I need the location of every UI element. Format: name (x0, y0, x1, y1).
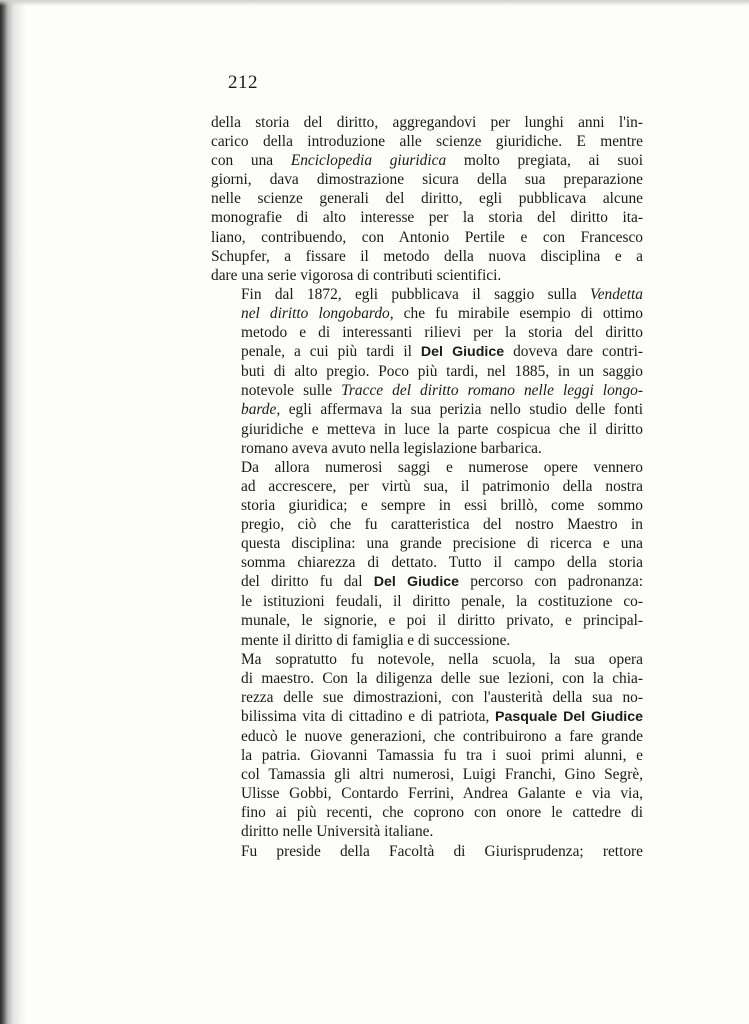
text-line: di maestro. Con la diligenza delle sue lezioni, con la chia- (241, 669, 643, 687)
text-line: Da allora numerosi saggi e numerose opere vennero (241, 458, 643, 476)
text-line: monografie di alto interesse per la storia del diritto ita- (211, 209, 643, 227)
text-line: barde, egli affermava la sua perizia nello studio delle fonti (241, 401, 643, 419)
text-line: rezza delle sue dimostrazioni, con l'austerità della sua no- (241, 688, 643, 706)
person-name: Del Giudice (373, 574, 460, 591)
text-line: buti di alto pregio. Poco più tardi, nel 1885, in un saggio (241, 363, 643, 381)
book-binding-edge (0, 0, 26, 1024)
text-line: carico della introduzione alle scienze giuridiche. E mentre (211, 133, 643, 151)
text-line: con una Enciclopedia giuridica molto pregiata, ai suoi (211, 152, 643, 170)
text-line: fino ai più recenti, che coprono con onore le cattedre di (241, 804, 643, 822)
text-line: col Tamassia gli altri numerosi, Luigi Franchi, Gino Segrè, (241, 766, 643, 784)
text-line: notevole sulle Tracce del diritto romano nelle leggi longo- (241, 382, 643, 400)
text-line: nel diritto longobardo, che fu mirabile esempio di ottimo (241, 304, 644, 322)
page-number: 212 (228, 72, 258, 93)
paragraph (211, 458, 643, 650)
text-line: mente il diritto di famiglia e di successione. (241, 631, 511, 649)
italic-title: Tracce del diritto romano nelle leggi longo- (341, 382, 643, 400)
text-line: Fin dal 1872, egli pubblicava il saggio sulla Vendetta (241, 285, 643, 303)
italic-title: Vendetta (590, 285, 643, 303)
italic-title: Enciclopedia giuridica (290, 152, 447, 170)
text-line: nelle scienze generali del diritto, egli pubblicava alcune (211, 190, 643, 208)
page-top-edge (0, 0, 749, 6)
person-name: Del Giudice (420, 344, 505, 361)
paragraph (211, 285, 643, 458)
italic-title: nel diritto longobardo, (241, 304, 394, 322)
paragraph (211, 650, 643, 842)
text-line: liano, contribuendo, con Antonio Pertile e con Francesco (211, 228, 643, 246)
paragraph (211, 842, 643, 861)
person-name: Pasquale Del Giudice (495, 708, 644, 725)
italic-title: barde, (241, 401, 281, 419)
text-line: Ma sopratutto fu notevole, nella scuola, la sua opera (241, 650, 643, 668)
text-line: diritto nelle Università italiane. (241, 823, 434, 841)
text-line: questa disciplina: una grande precisione di ricerca e una (241, 535, 643, 553)
text-line: giuridiche e metteva in luce la parte cospicua che il diritto (241, 420, 643, 438)
text-line: della storia del diritto, aggregandovi per lunghi anni l'in- (211, 114, 643, 131)
text-line: penale, a cui più tardi il Del Giudice doveva dare contri- (241, 343, 643, 361)
text-line: somma chiarezza di dettato. Tutto il campo della storia (241, 554, 643, 572)
text-line: la patria. Giovanni Tamassia fu tra i suoi primi alunni, e (241, 747, 643, 765)
text-line: educò le nuove generazioni, che contribuirono a fare grande (241, 728, 643, 745)
text-line: metodo e di interessanti rilievi per la storia del diritto (241, 324, 643, 342)
text-line: dare una serie vigorosa di contributi scientifici. (211, 266, 502, 284)
text-line: storia giuridica; e sempre in essi brillò, come sommo (241, 496, 643, 514)
paragraph (211, 113, 643, 285)
text-line: pregio, ciò che fu caratteristica del nostro Maestro in (241, 515, 643, 533)
text-line: bilissima vita di cittadino e di patriota, Pasquale Del Giudice (241, 707, 644, 725)
text-line: romano aveva avuto nella legislazione barbarica. (241, 439, 542, 457)
text-line: munale, le signorie, e poi il diritto privato, e principal- (241, 612, 643, 630)
text-line: Ulisse Gobbi, Contardo Ferrini, Andrea Galante e via via, (241, 785, 643, 803)
text-line: giorni, dava dimostrazione sicura della sua preparazione (211, 171, 643, 189)
text-line: ad accrescere, per virtù sua, il patrimonio della nostra (241, 477, 643, 495)
text-line: le istituzioni feudali, il diritto penale, la costituzione co- (241, 593, 643, 611)
text-line: Schupfer, a fissare il metodo della nuova disciplina e a (211, 247, 643, 265)
body-text (211, 113, 643, 861)
text-line: del diritto fu dal Del Giudice percorso con padronanza: (241, 573, 643, 591)
text-line: Fu preside della Facoltà di Giurisprudenza; rettore (241, 842, 643, 860)
